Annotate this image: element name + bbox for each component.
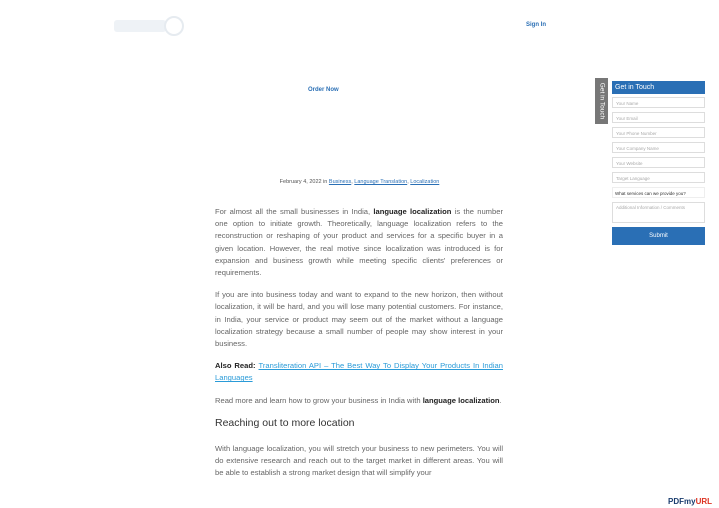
phone-field[interactable]: Your Phone Number xyxy=(612,127,705,138)
section-heading: Reaching out to more location xyxy=(215,416,355,429)
bold-term: language localization xyxy=(373,207,452,216)
website-field[interactable]: Your Website xyxy=(612,157,705,168)
form-title: Get in Touch xyxy=(612,81,705,94)
company-field[interactable]: Your Company Name xyxy=(612,142,705,153)
paragraph: For almost all the small businesses in India, language localization is the number one option to initiate growth. Theoretically, language localization refers to the reconstruction or reshaping of your product and services for a specific buyer in a given location. However, the real motive since localization was introduced is for expansion and business growth while meeting specific clients' preferences or requirements. xyxy=(215,207,503,278)
site-logo[interactable] xyxy=(112,14,184,40)
get-in-touch-tab[interactable]: Get in Touch xyxy=(595,78,608,124)
also-read: Also Read: Transliteration API – The Best Way To Display Your Products In Indian Languages xyxy=(215,361,503,383)
category-language-translation-link[interactable]: Language Translation xyxy=(354,179,408,185)
paragraph: Read more and learn how to grow your business in India with language localization. xyxy=(215,395,502,405)
paragraph: If you are into business today and want to expand to the new horizon, then without localization, it will be hard, and you will lose many potential customers. For instance, in India, your service or product may seem out of the market without a language localization strategy because a small number of people may show interest in your business. xyxy=(215,290,503,349)
email-field[interactable]: Your Email xyxy=(612,112,705,123)
pdfmyurl-watermark: PDFmyURL xyxy=(668,497,713,506)
post-date: February 4, 2022 in xyxy=(279,179,329,185)
submit-button[interactable]: Submit xyxy=(612,227,705,245)
post-meta: February 4, 2022 in Business, Language Translation, Localization xyxy=(279,179,440,185)
also-read-link[interactable]: Transliteration API – The Best Way To Display Your Products In Indian Languages xyxy=(215,361,503,383)
comments-textarea[interactable]: Additional Information / Comments xyxy=(612,202,705,223)
target-language-field[interactable]: Target Language xyxy=(612,172,705,183)
bold-term: language localization xyxy=(422,395,500,405)
article-body xyxy=(215,206,503,490)
paragraph: With language localization, you will stretch your business to new perimeters. You will do extensive research and reach out to the target market in different areas. You will be able to establish a strong market design that will simplify your xyxy=(215,444,503,478)
name-field[interactable]: Your Name xyxy=(612,97,705,108)
category-localization-link[interactable]: Localization xyxy=(410,179,440,185)
services-label: What services can we provide you? xyxy=(612,187,705,198)
category-business-link[interactable]: Business xyxy=(328,179,352,185)
sign-in-link[interactable]: Sign In xyxy=(526,22,546,28)
order-now-link[interactable]: Order Now xyxy=(308,87,339,93)
contact-form xyxy=(612,81,705,245)
